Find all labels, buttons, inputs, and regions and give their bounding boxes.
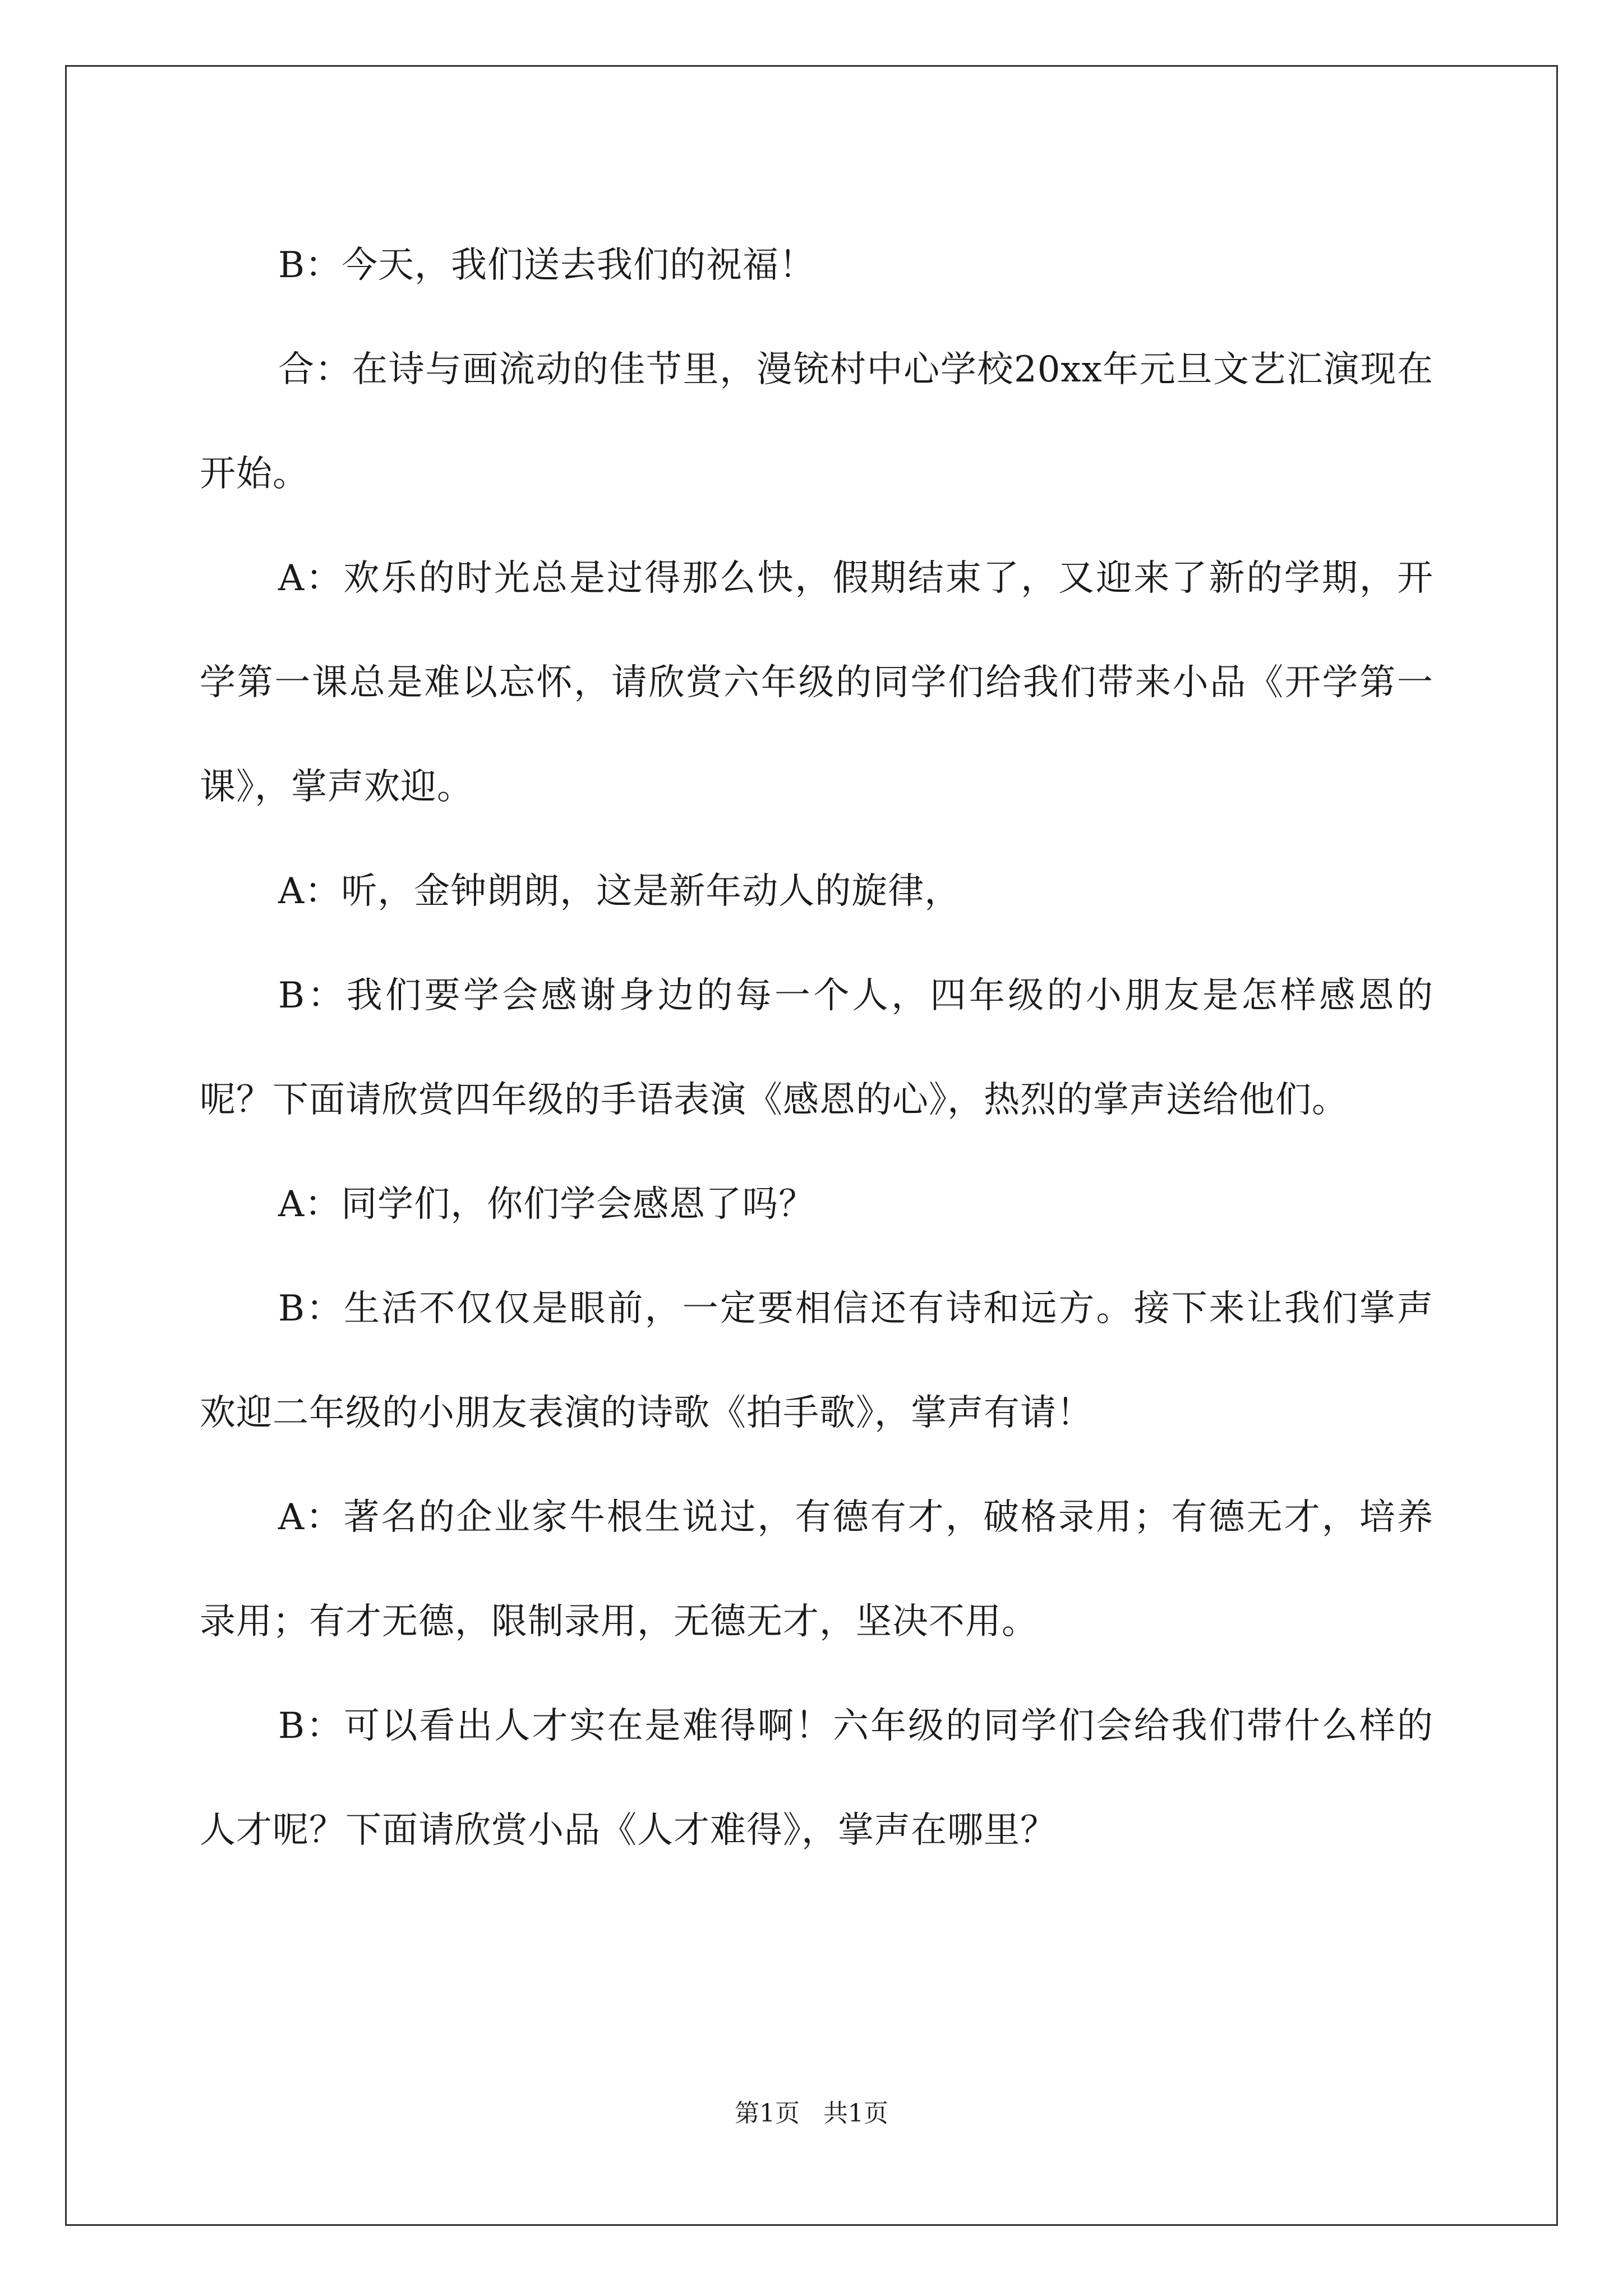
paragraph: B：今天，我们送去我们的祝福！: [278, 245, 816, 286]
document-body: [200, 213, 1433, 1883]
paragraph: A：著名的企业家牛根生说过，有德有才，破格录用；有德无才，培养录用；有才无德，限制录用，无德无才，坚决不用。: [200, 1497, 1433, 1642]
paragraph: B：我们要学会感谢身边的每一个人，四年级的小朋友是怎样感恩的呢？下面请欣赏四年级的手语表演《感恩的心》，热烈的掌声送给他们。: [200, 975, 1433, 1121]
page-total: 共1页: [823, 2099, 888, 2128]
paragraph: A：听，金钟朗朗，这是新年动人的旋律，: [278, 871, 961, 912]
paragraph: 合：在诗与画流动的佳节里，漫铳村中心学校20xx年元旦文艺汇演现在开始。: [200, 349, 1433, 495]
page-footer: [0, 2097, 1623, 2131]
paragraph: B：可以看出人才实在是难得啊！六年级的同学们会给我们带什么样的人才呢？下面请欣赏小品《人才难得》，掌声在哪里？: [200, 1705, 1433, 1851]
paragraph: A：同学们，你们学会感恩了吗？: [278, 1184, 815, 1225]
paragraph: A：欢乐的时光总是过得那么快，假期结束了，又迎来了新的学期，开学第一课总是难以忘怀，请欣赏六年级的同学们给我们带来小品《开学第一课》，掌声欢迎。: [200, 558, 1433, 808]
paragraph: B：生活不仅仅是眼前，一定要相信还有诗和远方。接下来让我们掌声欢迎二年级的小朋友表演的诗歌《拍手歌》，掌声有请！: [200, 1288, 1433, 1434]
page-number: 第1页: [735, 2099, 800, 2128]
